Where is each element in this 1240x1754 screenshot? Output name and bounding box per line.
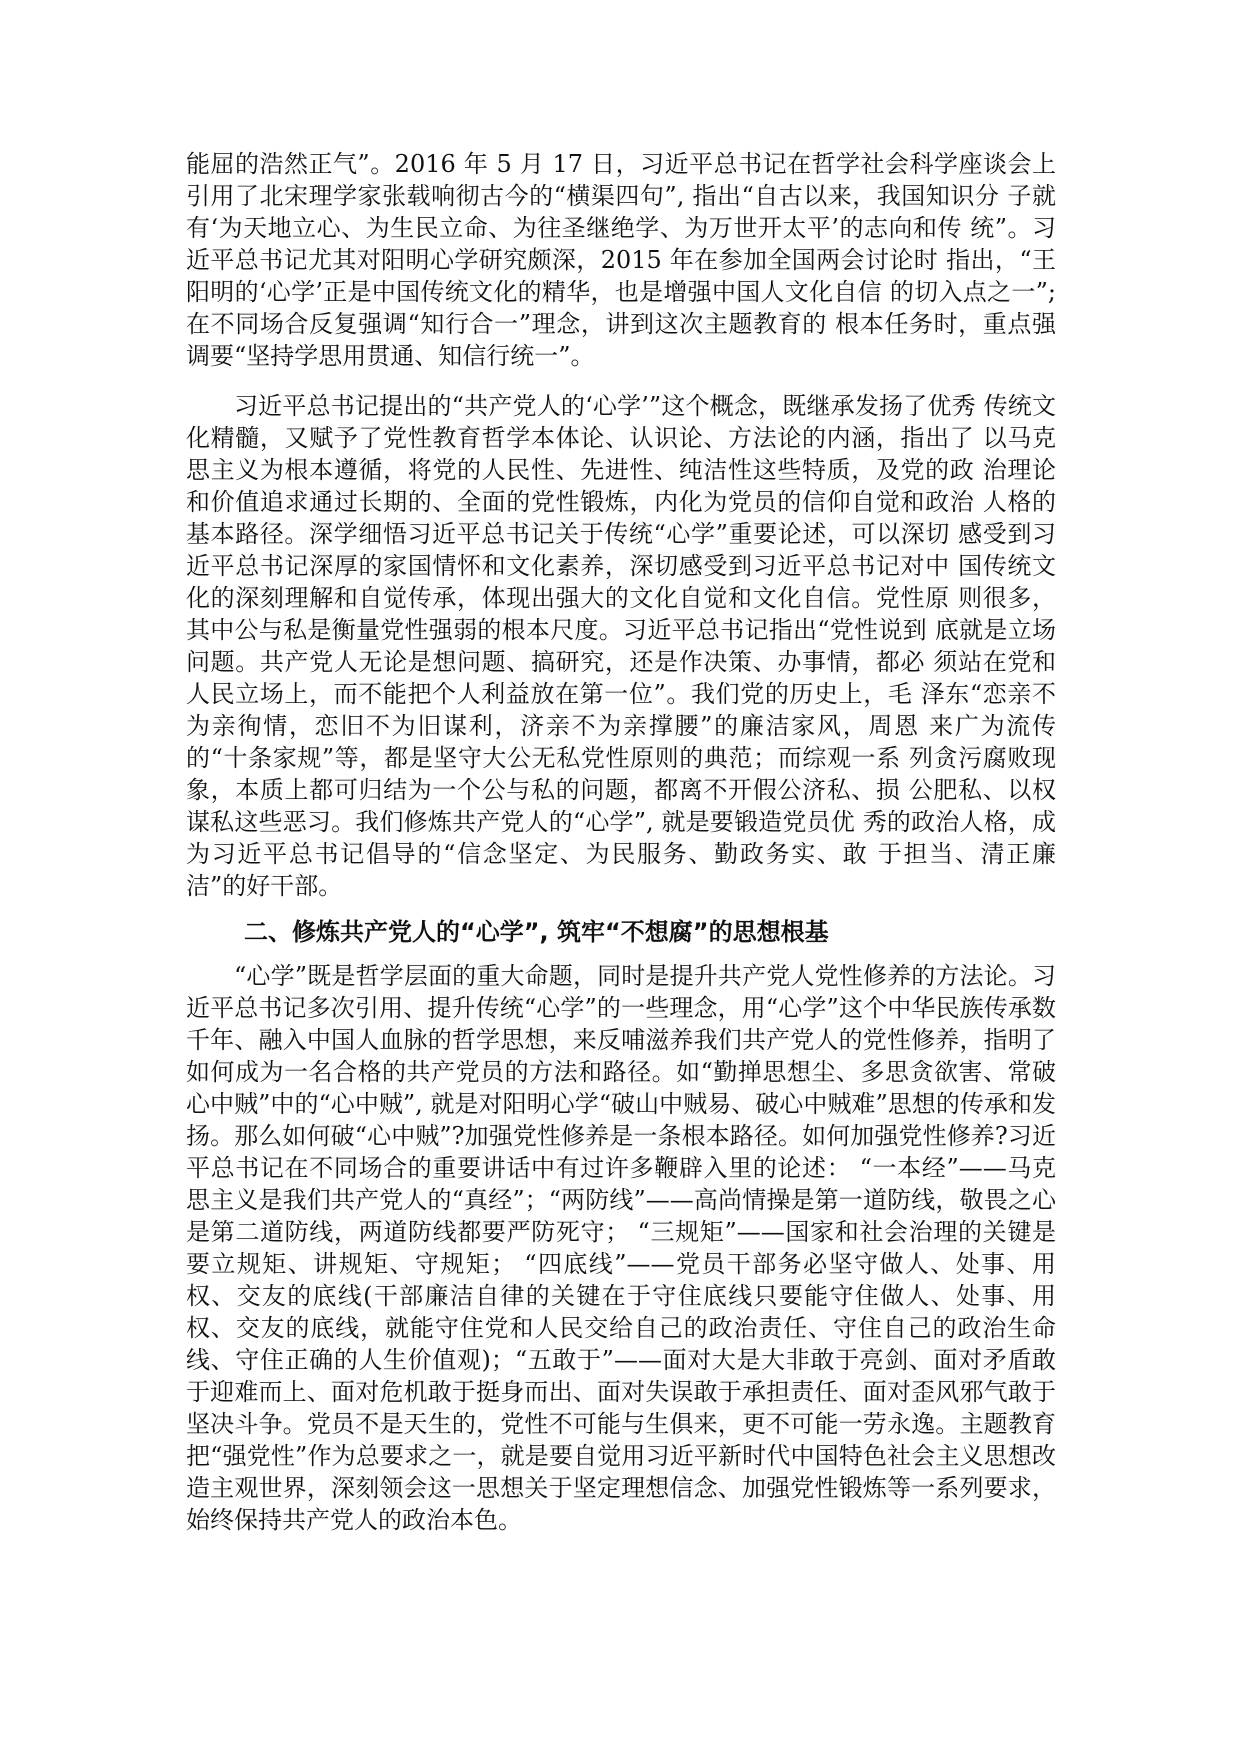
heading-gap xyxy=(186,948,1056,960)
heading-gap xyxy=(186,902,1056,916)
document-page xyxy=(186,148,1056,1536)
paragraph-1: 能屈的浩然正气”。2016 年 5 月 17 日，习近平总书记在哲学社会科学座谈会上 引用了北宋理学家张载响彻古今的“横渠四句”, 指出“自古以来，我国知识分 子就有‘为天地立心、为生民立命、为往圣继绝学、为万世开太平’的志向和传 统”。习近平总书记尤其对阳明心学研究颇深，2015 年在参加全国两会讨论时 指出，“王阳明的‘心学’正是中国传统文化的精华，也是增强中国人文化自信 的切入点之一”; 在不同场合反复强调“知行合一”理念，讲到这次主题教育的 根本任务时，重点强调要“坚持学思用贯通、知信行统一”。 xyxy=(186,150,1056,370)
paragraph-gap xyxy=(186,372,1056,390)
section-heading: 二、修炼共产党人的“心学”, 筑牢“不想腐”的思想根基 xyxy=(244,918,829,946)
paragraph-3: “心学”既是哲学层面的重大命题，同时是提升共产党人党性修养的方法论。习近平总书记多次引用、提升传统“心学”的一些理念，用“心学”这个中华民族传承数千年、融入中国人血脉的哲学思想，来反哺滋养我们共产党人的党性修养，指明了如何成为一名合格的共产党员的方法和路径。如“勤掸思想尘、多思贪欲害、常破心中贼”中的“心中贼”, 就是对阳明心学“破山中贼易、破心中贼难”思想的传承和发扬。那么如何破“心中贼”?加强党性修养是一条根本路径。如何加强党性修养?习近平总书记在不同场合的重要讲话中有过许多鞭辟入里的论述： “一本经”——马克思主义是我们共产党人的“真经”；“两防线”——高尚情操是第一道防线，敬畏之心是第二道防线，两道防线都要严防死守； “三规矩”——国家和社会治理的关键是要立规矩、讲规矩、守规矩； “四底线”——党员干部务必坚守做人、处事、用权、交友的底线(干部廉洁自律的关键在于守住底线只要能守住做人、处事、用权、交友的底线，就能守住党和人民交给自己的政治责任、守住自己的政治生命线、守住正确的人生价值观)；“五敢于”——面对大是大非敢于亮剑、面对矛盾敢于迎难而上、面对危机敢于挺身而出、面对失误敢于承担责任、面对歪风邪气敢于坚决斗争。党员不是天生的，党性不可能与生俱来，更不可能一劳永逸。主题教育把“强党性”作为总要求之一，就是要自觉用习近平新时代中国特色社会主义思想改造主观世界，深刻领会这一思想关于坚定理想信念、加强党性锻炼等一系列要求，始终保持共产党人的政治本色。 xyxy=(186,962,1056,1534)
paragraph-2: 习近平总书记提出的“共产党人的‘心学’”这个概念，既继承发扬了优秀 传统文化精髓，又赋予了党性教育哲学本体论、认识论、方法论的内涵，指出了 以马克思主义为根本遵循，将党的人民性、先进性、纯洁性这些特质，及党的政 治理论和价值追求通过长期的、全面的党性锻炼，内化为党员的信仰自觉和政治 人格的基本路径。深学细悟习近平总书记关于传统“心学”重要论述，可以深切 感受到习近平总书记深厚的家国情怀和文化素养，深切感受到习近平总书记对中 国传统文化的深刻理解和自觉传承，体现出强大的文化自觉和文化自信。党性原 则很多，其中公与私是衡量党性强弱的根本尺度。习近平总书记指出“党性说到 底就是立场问题。共产党人无论是想问题、搞研究，还是作决策、办事情，都必 须站在党和人民立场上，而不能把个人利益放在第一位”。我们党的历史上，毛 泽东“恋亲不为亲徇情，恋旧不为旧谋利，济亲不为亲撑腰”的廉洁家风，周恩 来广为流传的“十条家规”等，都是坚守大公无私党性原则的典范；而综观一系 列贪污腐败现象，本质上都可归结为一个公与私的问题，都离不开假公济私、损 公肥私、以权谋私这些恶习。我们修炼共产党人的“心学”, 就是要锻造党员优 秀的政治人格，成为习近平总书记倡导的“信念坚定、为民服务、勤政务实、敢 于担当、清正廉洁”的好干部。 xyxy=(186,392,1056,900)
